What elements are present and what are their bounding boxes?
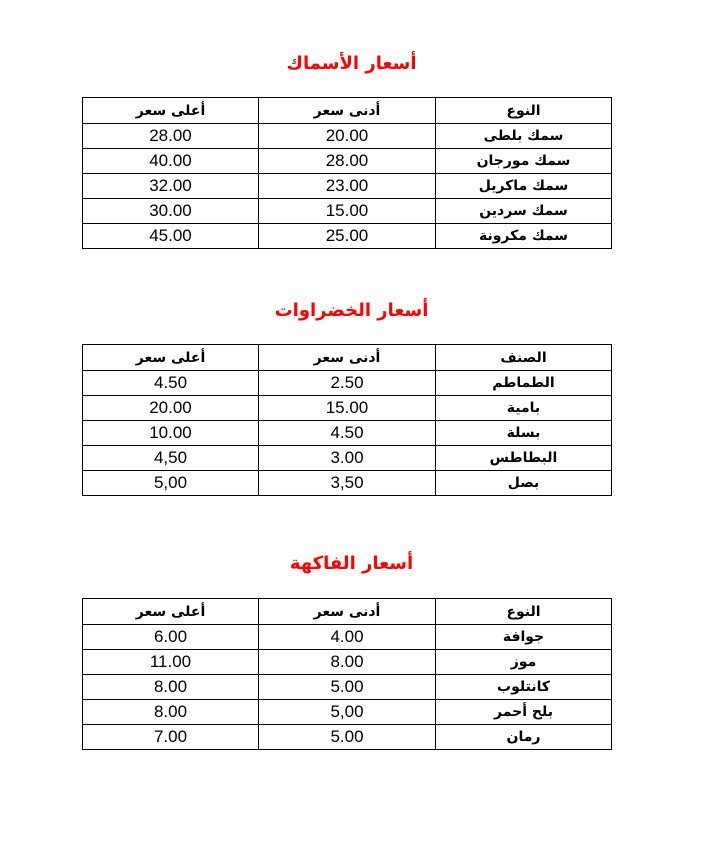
min-price-cell: 20.00	[259, 124, 436, 149]
min-price-cell: 5.00	[259, 725, 436, 750]
table-row	[83, 124, 612, 149]
item-name-cell: البطاطس	[436, 446, 612, 471]
max-price-cell: 45.00	[83, 224, 259, 249]
max-price-cell: 11.00	[83, 650, 259, 675]
min-price-cell: 4.50	[259, 421, 436, 446]
table-row	[83, 174, 612, 199]
vegetable-prices-title: أسعار الخضراوات	[274, 300, 429, 321]
table-row	[83, 675, 612, 700]
item-name-cell: رمان	[436, 725, 612, 750]
max-price-cell: 10.00	[83, 421, 259, 446]
item-name-cell: كانتلوب	[436, 675, 612, 700]
table-row	[83, 650, 612, 675]
table-header-row	[83, 599, 612, 625]
max-price-cell: 32.00	[83, 174, 259, 199]
min-price-cell: 3.00	[259, 446, 436, 471]
item-name-cell: الطماطم	[436, 371, 612, 396]
max-price-cell: 28.00	[83, 124, 259, 149]
min-price-cell: 2.50	[259, 371, 436, 396]
item-name-cell: بامية	[436, 396, 612, 421]
max-price-cell: 30.00	[83, 199, 259, 224]
min-price-cell: 3,50	[259, 471, 436, 496]
item-name-cell: بلح أحمر	[436, 700, 612, 725]
table-row	[83, 625, 612, 650]
table-header-row	[83, 98, 612, 124]
max-price-cell: 5,00	[83, 471, 259, 496]
table-row	[83, 149, 612, 174]
type-header: النوع	[436, 599, 612, 625]
fish-prices-title: أسعار الأسماك	[286, 53, 417, 74]
min-price-cell: 5,00	[259, 700, 436, 725]
fruit-prices-title: أسعار الفاكهة	[289, 553, 414, 574]
max-price-cell: 8.00	[83, 675, 259, 700]
table-row	[83, 396, 612, 421]
max-price-cell: 4.50	[83, 371, 259, 396]
max-price-cell: 8.00	[83, 700, 259, 725]
max-price-header: أعلى سعر	[83, 599, 259, 625]
item-name-cell: موز	[436, 650, 612, 675]
type-header: النوع	[436, 98, 612, 124]
min-price-header: أدنى سعر	[259, 98, 436, 124]
min-price-cell: 28.00	[259, 149, 436, 174]
fruit-prices-table	[82, 598, 612, 750]
table-row	[83, 224, 612, 249]
table-row	[83, 471, 612, 496]
min-price-cell: 8.00	[259, 650, 436, 675]
item-name-cell: سمك مورجان	[436, 149, 612, 174]
table-header-row	[83, 345, 612, 371]
fish-prices-table	[82, 97, 612, 249]
max-price-cell: 6.00	[83, 625, 259, 650]
max-price-cell: 20.00	[83, 396, 259, 421]
max-price-cell: 40.00	[83, 149, 259, 174]
min-price-cell: 15.00	[259, 396, 436, 421]
min-price-cell: 5.00	[259, 675, 436, 700]
min-price-header: أدنى سعر	[259, 599, 436, 625]
table-row	[83, 421, 612, 446]
min-price-header: أدنى سعر	[259, 345, 436, 371]
vegetable-prices-table	[82, 344, 612, 496]
max-price-header: أعلى سعر	[83, 345, 259, 371]
min-price-cell: 25.00	[259, 224, 436, 249]
min-price-cell: 15.00	[259, 199, 436, 224]
item-name-cell: سمك سردين	[436, 199, 612, 224]
item-name-cell: سمك مكرونة	[436, 224, 612, 249]
max-price-header: أعلى سعر	[83, 98, 259, 124]
table-row	[83, 725, 612, 750]
item-name-cell: جوافة	[436, 625, 612, 650]
item-name-cell: سمك بلطى	[436, 124, 612, 149]
max-price-cell: 4,50	[83, 446, 259, 471]
type-header: الصنف	[436, 345, 612, 371]
max-price-cell: 7.00	[83, 725, 259, 750]
table-row	[83, 199, 612, 224]
table-row	[83, 446, 612, 471]
table-row	[83, 700, 612, 725]
min-price-cell: 4.00	[259, 625, 436, 650]
item-name-cell: بصل	[436, 471, 612, 496]
item-name-cell: بسلة	[436, 421, 612, 446]
min-price-cell: 23.00	[259, 174, 436, 199]
table-row	[83, 371, 612, 396]
item-name-cell: سمك ماكريل	[436, 174, 612, 199]
